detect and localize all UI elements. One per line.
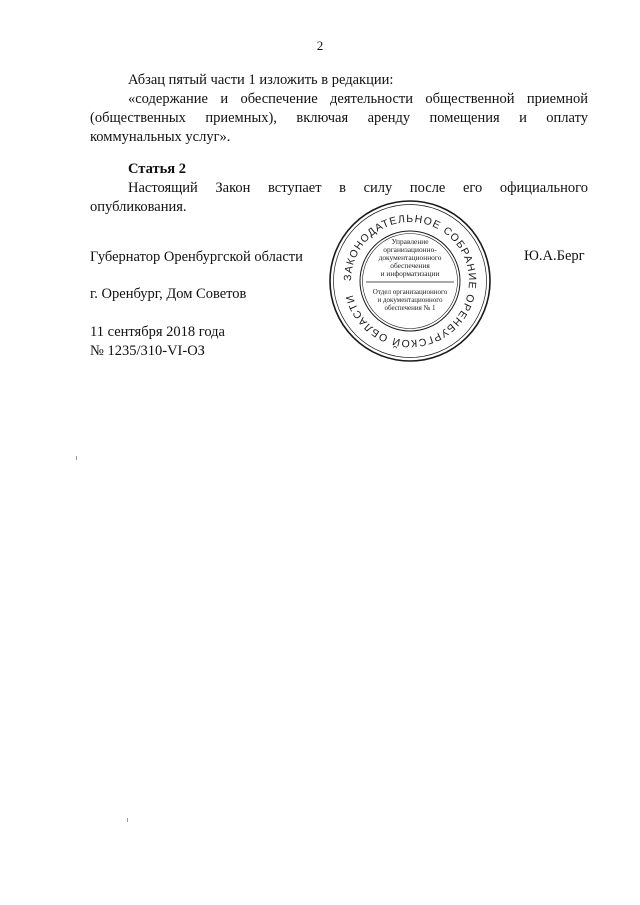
- signing-date: 11 сентября 2018 года: [90, 324, 225, 340]
- article-text-line-1: Настоящий Закон вступает в силу после его официального: [128, 180, 588, 196]
- seal-line-1: Управление: [391, 237, 429, 246]
- seal-line-6: Отдел организационного: [372, 288, 448, 296]
- amendment-text-line-1: «содержание и обеспечение деятельности общественной приемной: [128, 91, 588, 107]
- official-seal: [327, 198, 493, 364]
- amendment-intro: Абзац пятый части 1 изложить в редакции:: [128, 72, 394, 88]
- signing-place: г. Оренбург, Дом Советов: [90, 286, 247, 302]
- seal-line-2: организационно-: [383, 245, 437, 254]
- seal-line-3: документационного: [378, 253, 442, 262]
- seal-line-7: и документационного: [377, 296, 443, 304]
- page-number: 2: [316, 38, 324, 53]
- scan-artifact: [76, 456, 77, 460]
- article-text-line-2: опубликования.: [90, 199, 187, 215]
- governor-title: Губернатор Оренбургской области: [90, 249, 303, 265]
- seal-outer-ring-text: ЗАКОНОДАТЕЛЬНОЕ СОБРАНИЕ ОРЕНБУРГСКОЙ ОБЛАСТИ: [341, 212, 479, 350]
- seal-line-4: обеспечения: [390, 261, 430, 270]
- seal-line-5: и информатизации: [380, 269, 440, 278]
- governor-name: Ю.А.Берг: [524, 248, 585, 264]
- article-heading: Статья 2: [128, 161, 186, 177]
- amendment-text-line-2: (общественных приемных), включая аренду помещения и оплату: [90, 110, 588, 126]
- amendment-text-line-3: коммунальных услуг».: [90, 129, 231, 145]
- scan-artifact: [127, 818, 128, 822]
- law-number: № 1235/310-VI-ОЗ: [90, 343, 205, 359]
- seal-line-8: обеспечения № 1: [384, 304, 436, 312]
